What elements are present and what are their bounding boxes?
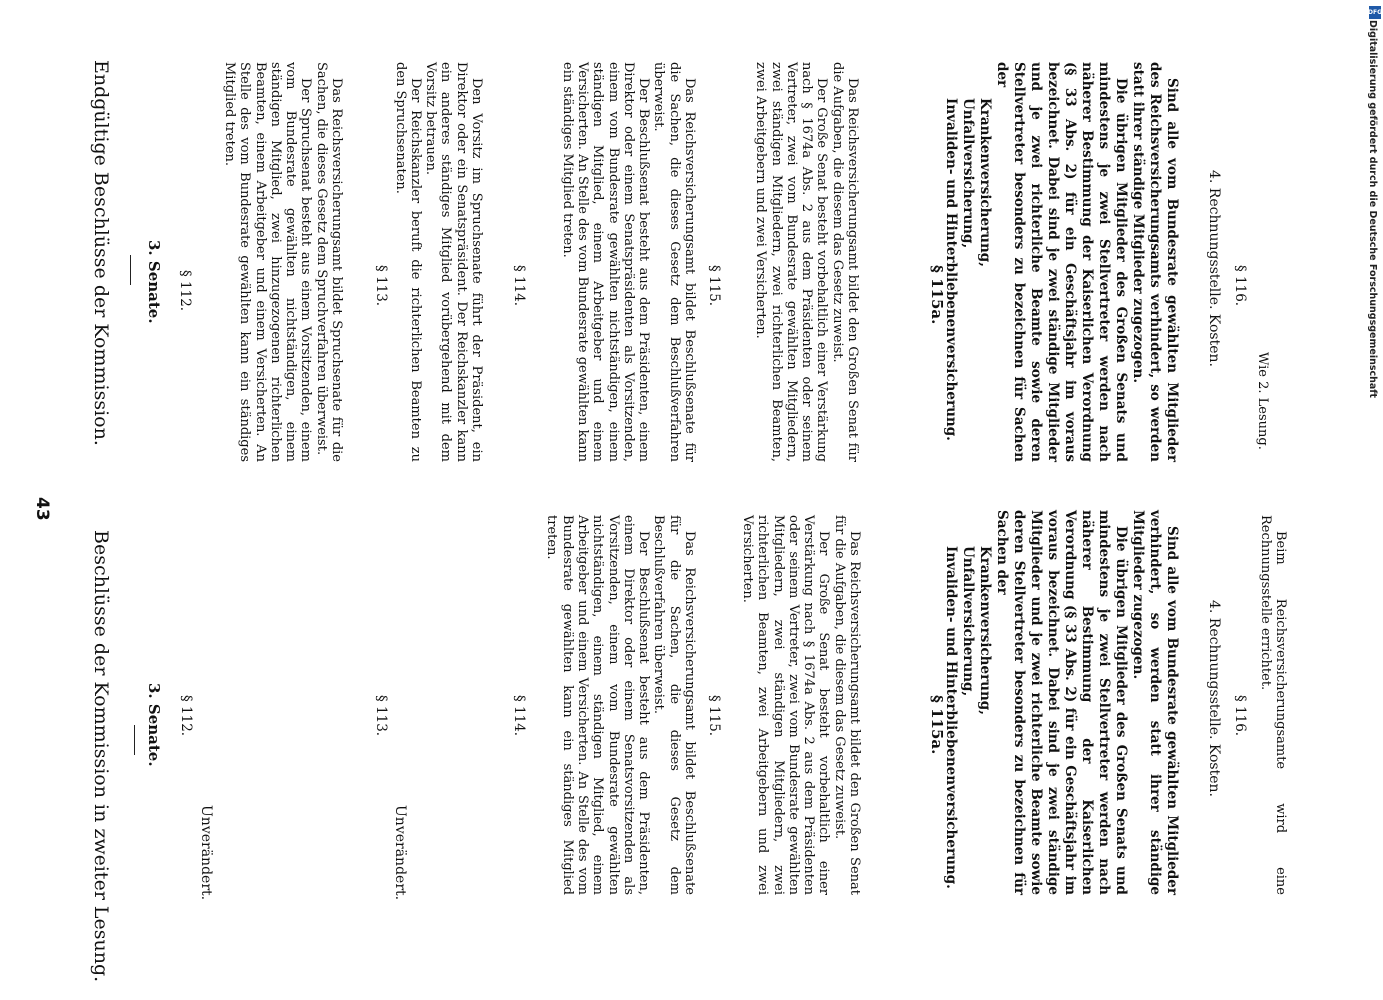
- body-paragraph: Der Große Senat besteht vorbehaltlich einer Verstärkung nach § 1674a Abs. 2 aus dem Präsidenten oder seinem Vertreter, zwei vom Bundesrate gewählten Mitgliedern, zwei ständigen Mitgliedern, zwei richterlichen Beamten, zwei Arbeitgebern und zwei Versicherten.: [753, 62, 830, 462]
- body-paragraph: Die übrigen Mitglieder des Großen Senats und mindestens je zwei Stellvertreter werden nach näherer Bestimmung der Kaiserlichen Verordnung (§ 33 Abs. 2) für ein Geschäftsjahr im voraus bezeichnet. Dabei sind je zwei ständige Mitglieder und je zwei richterliche Beamte sowie deren Stellvertreter besonders zu bezeichnen für Sachen der: [994, 510, 1129, 895]
- right-section-3: [145, 240, 163, 324]
- body-paragraph: Wie 2. Lesung.: [1255, 352, 1270, 450]
- list-item: Krankenversicherung,: [977, 546, 993, 715]
- paragraph-number: § 115.: [706, 695, 722, 737]
- list-item: Krankenversicherung,: [977, 98, 993, 267]
- left-p116: [1232, 695, 1248, 736]
- right-section-4: [1206, 170, 1222, 367]
- body-paragraph: Der Spruchsenat besteht aus einem Vorsitzenden, einem vom Bundesrate gewählten nichtständigen, einem ständigen Mitglied, zwei hinzugezogenen richterlichen Beamten, einem Arbeitgeber und einem Versicherten. An Stelle des vom Bundesrate gewählten kann ein ständiges Mitglied treten.: [221, 62, 314, 462]
- unchanged-text: Unverändert.: [392, 805, 408, 901]
- left-p113-text: [392, 805, 408, 900]
- left-p114-body: [544, 515, 697, 895]
- right-p114-body: [559, 62, 697, 462]
- paragraph-number: § 114.: [511, 265, 527, 307]
- right-p113-body: [392, 62, 484, 462]
- left-p115a-body: [942, 510, 1180, 895]
- left-p114: [511, 695, 527, 736]
- paragraph-number: § 112.: [177, 270, 193, 312]
- left-p116-body: [1257, 515, 1288, 895]
- body-paragraph: Der Beschlußsenat besteht aus dem Präsidenten, einem Direktor oder einem Senatspräsidenten als Vorsitzenden, einem vom Bundesrate gewählten nichtständigen, einem ständigen Mitglied, einem Arbeitgeber und einem Versicherten. An Stelle des vom Bundesrate gewählten kann ein ständiges Mitglied treten.: [559, 62, 652, 462]
- left-p112: [178, 695, 194, 736]
- body-paragraph: Das Reichsversicherungsamt bildet Beschlußsenate für die Sachen, die dieses Gesetz dem Beschlußverfahren überweist.: [651, 62, 697, 462]
- paragraph-number: § 114.: [511, 695, 527, 737]
- right-p115-body: [753, 62, 860, 462]
- paragraph-number: § 113.: [373, 265, 389, 307]
- paragraph-number: § 115a.: [928, 695, 946, 755]
- right-heading: [90, 60, 112, 446]
- right-dash: [130, 255, 131, 285]
- left-p115-body: [740, 515, 862, 895]
- left-section-4: [1206, 600, 1222, 797]
- left-heading-text: Beschlüsse der Kommission in zweiter Lesung.: [90, 530, 112, 983]
- paragraph-number: § 115a.: [928, 265, 946, 325]
- body-paragraph: Das Reichsversicherungsamt bildet Beschlußsenate für die Sachen, die dieses Gesetz dem Beschlußverfahren überweist.: [651, 515, 697, 895]
- body-paragraph: Der Beschlußsenat besteht aus dem Präsidenten, einem Direktor oder einem Senatsvorsitzenden als Vorsitzenden, einem vom Bundesrate gewählten nichtständigen, einem ständigen Mitglied, einem Arbeitgeber und einem Versicherten. An Stelle des vom Bundesrate gewählten kann ein ständiges Mitglied treten.: [544, 515, 652, 895]
- list-item: Invaliden- und Hinterbliebenenversicherung.: [943, 546, 959, 889]
- body-paragraph: Der Große Senat besteht vorbehaltlich einer Verstärkung nach § 1674a Abs. 2 aus dem Präsidenten oder seinem Vertreter, zwei vom Bundesrate gewählten Mitgliedern, zwei ständigen Mitgliedern, zwei richterlichen Beamten, zwei Arbeitgebern und zwei Versicherten.: [739, 515, 832, 895]
- body-paragraph: Das Reichsversicherungsamt bildet Spruchsenate für die Sachen, die dieses Gesetz dem Spruchverfahren überweist.: [313, 62, 344, 462]
- body-paragraph: Sind alle vom Bundesrate gewählten Mitglieder verhindert, so werden statt ihrer ständige Mitglieder zugezogen.: [1130, 510, 1180, 895]
- right-p115a-body: [942, 62, 1180, 462]
- list-item: Invaliden- und Hinterbliebenenversicherung.: [943, 98, 959, 441]
- right-p112: [177, 270, 193, 311]
- left-heading: [90, 530, 112, 983]
- right-p116-body: [1255, 352, 1270, 450]
- list-item: Unfallversicherung,: [960, 546, 976, 697]
- unchanged-text: Unverändert.: [198, 805, 214, 901]
- right-p112-body: [222, 62, 344, 462]
- body-paragraph: Den Vorsitz im Spruchsenate führt der Präsident, ein Direktor oder ein Senatspräsident. Der Reichskanzler kann ein anderes ständiges Mitglied vorübergehend mit dem Vorsitz betrauen.: [423, 62, 484, 462]
- left-p115: [706, 695, 722, 736]
- paragraph-number: § 115.: [706, 265, 722, 307]
- left-dash: [134, 725, 135, 755]
- section-title: 4. Rechnungsstelle. Kosten.: [1206, 600, 1222, 797]
- body-paragraph: Sind alle vom Bundesrate gewählten Mitglieder des Reichsversicherungsamts verhindert, so werden statt ihrer ständige Mitglieder zugezogen.: [1130, 62, 1180, 462]
- right-p113: [373, 265, 389, 306]
- list-item: Unfallversicherung,: [960, 98, 976, 249]
- right-p116: [1232, 265, 1248, 306]
- section-title: 4. Rechnungsstelle. Kosten.: [1206, 170, 1222, 367]
- dfg-logo-text: DFG: [1368, 9, 1383, 16]
- paragraph-number: § 116.: [1232, 265, 1248, 307]
- left-p113: [373, 695, 389, 736]
- section-title: 3. Senate.: [145, 683, 163, 767]
- paragraph-number: § 113.: [373, 695, 389, 737]
- right-p115: [706, 265, 722, 306]
- page-number: 43: [32, 497, 52, 521]
- dfg-logo: [1369, 6, 1381, 19]
- left-section-3: [145, 683, 163, 767]
- left-p112-text: [198, 805, 214, 900]
- body-paragraph: Das Reichsversicherungsamt bildet den Großen Senat für die Aufgaben, die diesem das Gesetz zuweist.: [831, 515, 862, 895]
- body-paragraph: Der Reichskanzler beruft die richterlichen Beamten zu den Spruchsenaten.: [392, 62, 423, 462]
- body-paragraph: Die übrigen Mitglieder des Großen Senats und mindestens je zwei Stellvertreter werden nach näherer Bestimmung der Kaiserlichen Verordnung (§ 33 Abs. 2) für ein Geschäftsjahr im voraus bezeichnet. Dabei sind je zwei ständige Mitglieder und je zwei richterliche Beamte sowie deren Stellvertreter besonders zu bezeichnen für Sachen der: [994, 62, 1129, 462]
- body-paragraph: Beim Reichsversicherungsamte wird eine Rechnungsstelle errichtet.: [1257, 515, 1288, 895]
- right-p114: [511, 265, 527, 306]
- body-paragraph: Das Reichsversicherungsamt bildet den Großen Senat für die Aufgaben, die diesem das Gesetz zuweist.: [829, 62, 860, 462]
- digitization-credit: Digitalisierung gefördert durch die Deutsche Forschungsgemeinschaft: [1367, 20, 1378, 398]
- paragraph-number: § 116.: [1232, 695, 1248, 737]
- right-heading-text: Endgültige Beschlüsse der Kommission.: [90, 60, 112, 446]
- section-title: 3. Senate.: [145, 240, 163, 324]
- paragraph-number: § 112.: [178, 695, 194, 737]
